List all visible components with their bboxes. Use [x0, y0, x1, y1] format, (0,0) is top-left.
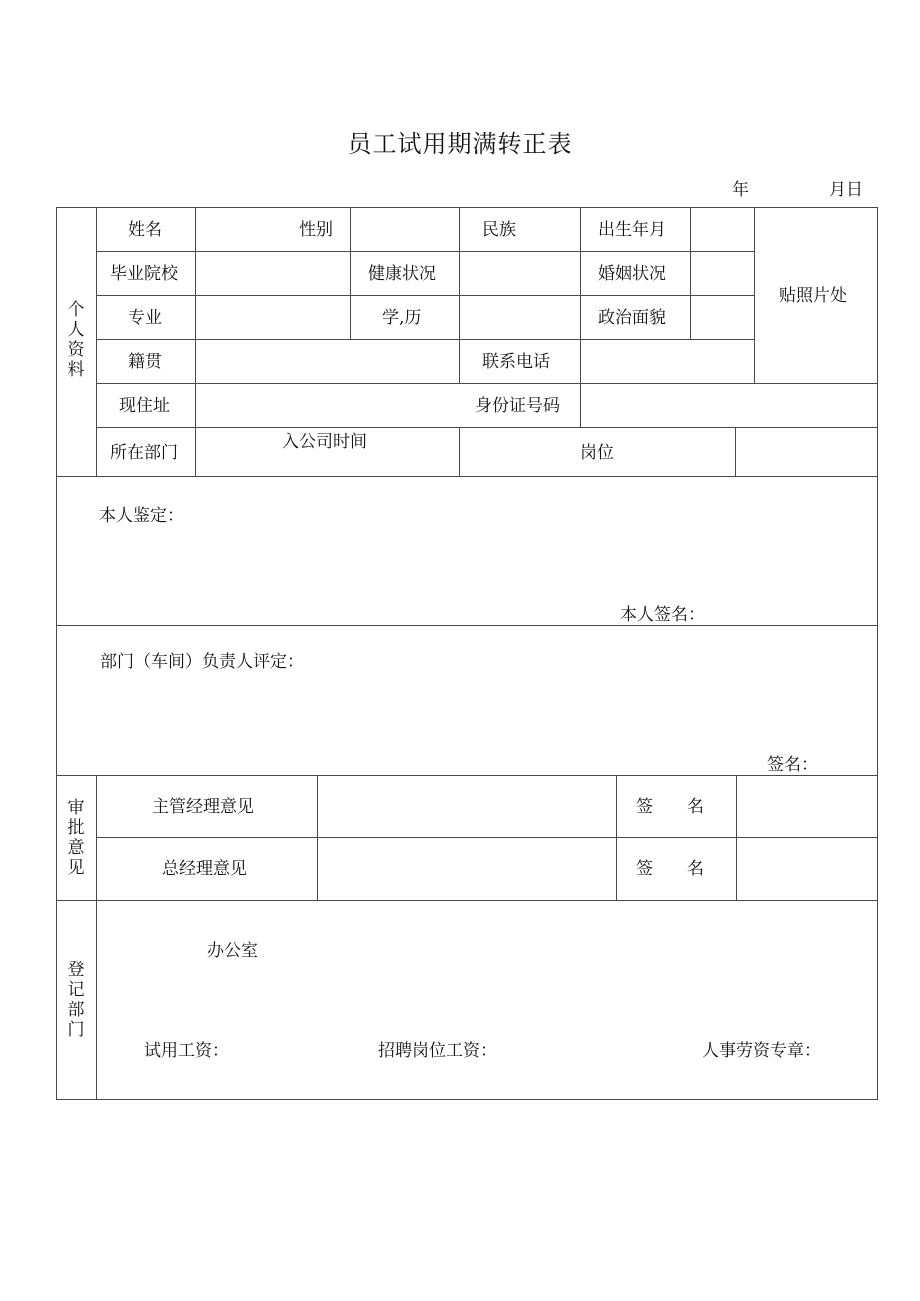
birth-date-field[interactable]	[691, 208, 754, 251]
self-evaluation-area[interactable]	[57, 530, 877, 600]
id-number-field[interactable]	[581, 384, 877, 427]
education-label: 学,历	[382, 308, 422, 328]
dept-evaluation-area[interactable]	[57, 680, 877, 750]
dept-evaluation-label: 部门（车间）负责人评定：	[100, 652, 304, 672]
health-label: 健康状况	[368, 264, 436, 284]
major-label: 专业	[128, 308, 162, 328]
department-label: 所在部门	[110, 443, 178, 463]
ethnicity-label: 民族	[482, 220, 516, 240]
phone-label: 联系电话	[482, 352, 550, 372]
health-field[interactable]	[460, 252, 580, 295]
supervisor-sign-label: 签 名	[636, 797, 704, 817]
marital-field[interactable]	[691, 252, 754, 295]
name-field[interactable]	[196, 208, 292, 251]
gm-sign-label: 签 名	[636, 859, 704, 879]
gm-signature-field[interactable]	[737, 838, 877, 900]
approval-section-label: 审批意见	[67, 798, 85, 878]
office-label: 办公室	[207, 941, 258, 961]
registration-section-label: 登记部门	[67, 960, 85, 1040]
supervisor-opinion-field[interactable]	[318, 776, 616, 837]
date-year-label: 年	[732, 180, 749, 200]
marital-label: 婚姻状况	[598, 264, 666, 284]
supervisor-signature-field[interactable]	[737, 776, 877, 837]
gm-opinion-label: 总经理意见	[162, 859, 247, 879]
hr-stamp-label: 人事劳资专章：	[702, 1041, 821, 1061]
political-status-field[interactable]	[691, 296, 754, 339]
join-date-field[interactable]	[460, 428, 570, 476]
join-date-label: 入公司时间	[282, 432, 367, 452]
gender-label: 性别	[299, 220, 333, 240]
political-status-label: 政治面貌	[598, 308, 666, 328]
post-salary-label: 招聘岗位工资：	[378, 1041, 497, 1061]
supervisor-opinion-label: 主管经理意见	[152, 797, 254, 817]
phone-field[interactable]	[581, 340, 754, 383]
photo-placeholder: 贴照片处	[779, 286, 847, 306]
form-title: 员工试用期满转正表	[347, 130, 573, 158]
self-evaluation-label: 本人鉴定：	[99, 506, 184, 526]
id-number-label: 身份证号码	[475, 396, 560, 416]
native-place-field[interactable]	[196, 340, 459, 383]
birth-date-label: 出生年月	[598, 220, 666, 240]
gm-opinion-field[interactable]	[318, 838, 616, 900]
personal-section-label: 个人资料	[67, 300, 85, 380]
education-field[interactable]	[460, 296, 580, 339]
self-signature-label: 本人签名：	[620, 605, 705, 625]
post-field[interactable]	[736, 428, 877, 476]
post-label: 岗位	[580, 443, 614, 463]
native-place-label: 籍贯	[128, 352, 162, 372]
school-field[interactable]	[196, 252, 350, 295]
date-month-day-label: 月日	[829, 180, 863, 200]
school-label: 毕业院校	[110, 264, 178, 284]
gender-field[interactable]	[351, 208, 459, 251]
address-label: 现住址	[119, 396, 170, 416]
name-label: 姓名	[128, 220, 162, 240]
trial-salary-label: 试用工资：	[144, 1041, 229, 1061]
major-field[interactable]	[196, 296, 350, 339]
dept-signature-label: 签名：	[767, 755, 818, 775]
